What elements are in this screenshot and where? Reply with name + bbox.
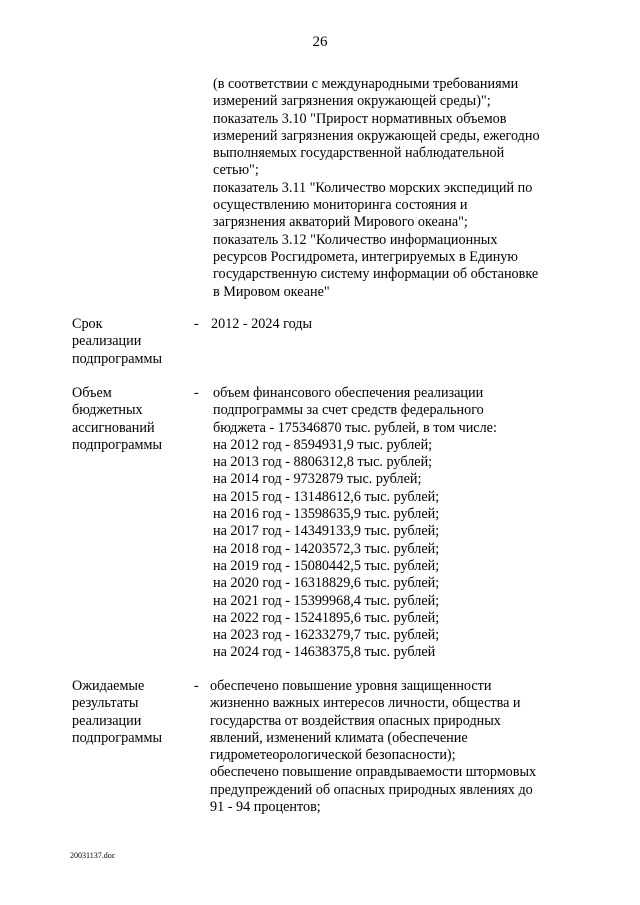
value-line: предупреждений об опасных природных явлениях до — [210, 781, 533, 798]
value-line: на 2014 год - 9732879 тыс. рублей; — [213, 471, 422, 488]
value-line: на 2019 год - 15080442,5 тыс. рублей; — [213, 557, 440, 574]
text-line: показатель 3.11 "Количество морских экспедиций по — [213, 179, 533, 196]
text-line: выполняемых государственной наблюдательной — [213, 145, 505, 162]
value-line: на 2013 год - 8806312,8 тыс. рублей; — [213, 454, 433, 471]
term-dash: - — [194, 316, 199, 332]
text-line: показатель 3.10 "Прирост нормативных объемов — [213, 110, 507, 127]
value-line: объем финансового обеспечения реализации — [213, 385, 484, 401]
budget-dash: - — [194, 385, 199, 401]
value-line: на 2020 год - 16318829,6 тыс. рублей; — [213, 575, 440, 592]
value-line: жизненно важных интересов личности, общества и — [210, 695, 521, 712]
text-line: измерений загрязнения окружающей среды, ежегодно — [213, 127, 540, 144]
label-line: реализации — [72, 333, 142, 350]
text-line: показатель 3.12 "Количество информационных — [213, 231, 498, 248]
label-line: Срок — [72, 316, 103, 332]
term-label — [72, 316, 192, 368]
label-line: ассигнований — [72, 419, 155, 436]
value-line: бюджета - 175346870 тыс. рублей, в том числе: — [213, 419, 497, 436]
value-line: явлений, изменений климата (обеспечение — [210, 729, 468, 746]
budget-value — [213, 385, 593, 662]
label-line: результаты — [72, 695, 139, 712]
value-line: на 2017 год - 14349133,9 тыс. рублей; — [213, 523, 440, 540]
value-line: на 2012 год - 8594931,9 тыс. рублей; — [213, 436, 433, 453]
budget-label — [72, 385, 192, 454]
value-line: 91 - 94 процентов; — [210, 799, 321, 816]
results-value — [210, 678, 590, 816]
text-line: (в соответствии с международными требованиями — [213, 76, 519, 92]
page-number: 26 — [312, 34, 328, 50]
label-line: подпрограммы — [72, 729, 162, 746]
label-line: бюджетных — [72, 402, 143, 419]
value-line: 2012 - 2024 годы — [211, 316, 313, 332]
label-line: подпрограммы — [72, 350, 162, 367]
text-line: государственную систему информации об обстановке — [213, 266, 539, 283]
value-line: на 2016 год - 13598635,9 тыс. рублей; — [213, 506, 440, 523]
value-line: на 2023 год - 16233279,7 тыс. рублей; — [213, 627, 440, 644]
value-line: на 2022 год - 15241895,6 тыс. рублей; — [213, 609, 440, 626]
value-line: обеспечено повышение оправдываемости штормовых — [210, 764, 537, 781]
value-line: на 2024 год - 14638375,8 тыс. рублей — [213, 644, 436, 661]
value-line: гидрометеорологической безопасности); — [210, 747, 456, 764]
value-line: государства от воздействия опасных природных — [210, 712, 501, 729]
text-line: в Мировом океане" — [213, 283, 330, 300]
term-value — [211, 316, 591, 333]
label-line: подпрограммы — [72, 436, 162, 453]
results-label — [72, 678, 192, 747]
text-line: ресурсов Росгидромета, интегрируемых в Единую — [213, 248, 519, 265]
label-line: Ожидаемые — [72, 678, 145, 694]
text-line: осуществлению мониторинга состояния и — [213, 197, 468, 214]
results-dash: - — [194, 678, 199, 694]
document-filename: 20031137.doc — [70, 851, 116, 860]
value-line: на 2015 год - 13148612,6 тыс. рублей; — [213, 488, 440, 505]
text-line: сетью"; — [213, 162, 259, 179]
value-line: на 2021 год - 15399968,4 тыс. рублей; — [213, 592, 440, 609]
value-line: на 2018 год - 14203572,3 тыс. рублей; — [213, 540, 440, 557]
label-line: Объем — [72, 385, 112, 401]
continuation-text — [213, 76, 573, 301]
text-line: загрязнения акваторий Мирового океана"; — [213, 214, 468, 231]
value-line: обеспечено повышение уровня защищенности — [210, 678, 492, 694]
label-line: реализации — [72, 712, 142, 729]
text-line: измерений загрязнения окружающей среды)"; — [213, 93, 491, 110]
value-line: подпрограммы за счет средств федерального — [213, 402, 484, 419]
